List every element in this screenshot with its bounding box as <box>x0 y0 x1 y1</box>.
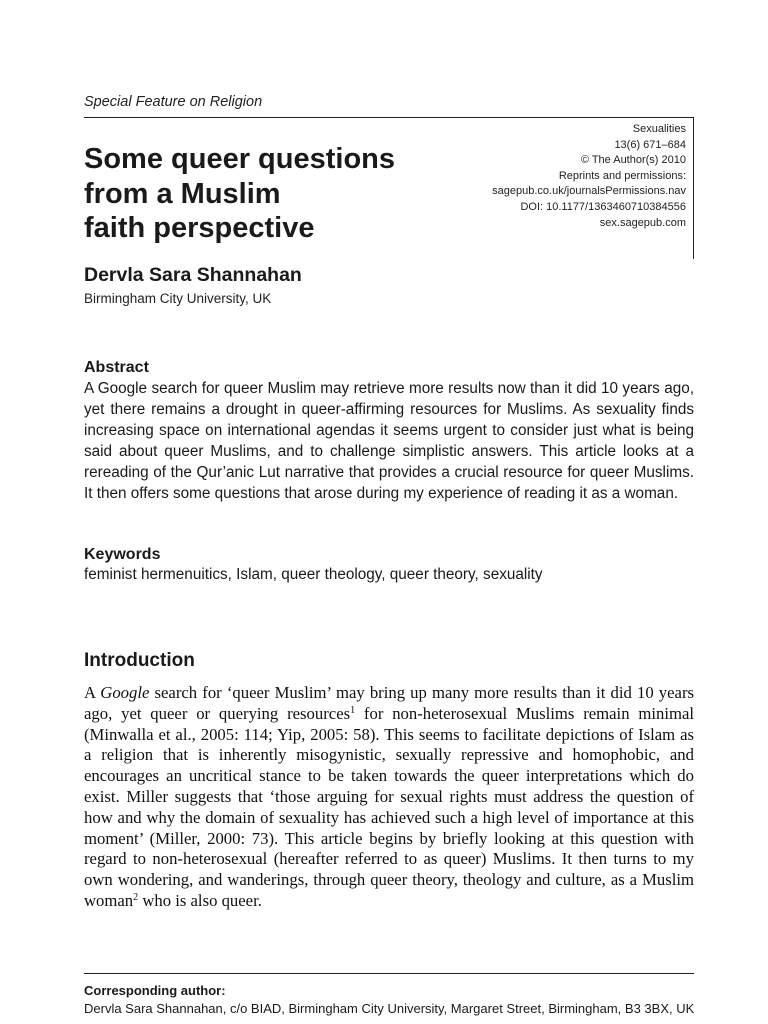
intro-text-segment: A <box>84 683 101 702</box>
journal-meta <box>492 122 686 231</box>
footnote-marker-1[interactable]: 1 <box>350 704 356 716</box>
google-emphasis: Google <box>100 683 150 702</box>
title-line: from a Muslim <box>84 177 281 210</box>
corresponding-author-address: Dervla Sara Shannahan, c/o BIAD, Birmingham City University, Margaret Street, Birmingham, B3 3BX, UK <box>84 1001 695 1016</box>
abstract-body: A Google search for queer Muslim may retrieve more results now than it did 10 years ago, yet there remains a drought in queer-affirming resources for Muslims. As sexuality finds increasing space on international agendas it seems urgent to consider just what is being said about queer Muslims, and to challenge simplistic answers. This article looks at a rereading of the Qur’anic Lut narrative that provides a crucial resource for queer Muslims. It then offers some questions that arose during my experience of reading it as a woman. <box>84 380 694 502</box>
footnote-marker-2[interactable]: 2 <box>133 891 139 903</box>
intro-text-segment: for non-heterosexual Muslims remain minimal (Minwalla et al., 2005: 114; Yip, 2005: 58). This seems to facilitate depictions of Islam as a religion that is inherently misogynistic, sexually repressive and homophobic, and encourages an uncritical stance to be taken towards the queer interpretations which do exist. Miller suggests that ‘those arguing for sexual rights must address the question of how and why the domain of sexuality has achieved such a high level of importance at this moment’ (Miller, 2000: 73). This article begins by briefly looking at this question with regard to non-heterosexual (hereafter referred to as queer) Muslims. It then turns to my own wondering, and wanderings, through queer theory, theology and culture, as a Muslim woman <box>84 703 694 910</box>
feature-label: Special Feature on Religion <box>84 94 263 110</box>
title-line: Some queer questions <box>84 143 396 175</box>
keywords-heading: Keywords <box>84 546 161 563</box>
footer-rule <box>84 973 694 974</box>
doi-link[interactable]: DOI: 10.1177/1363460710384556 <box>520 200 686 213</box>
keywords-list: feminist hermenuitics, Islam, queer theology, queer theory, sexuality <box>84 566 543 583</box>
intro-text-segment: who is also queer. <box>138 890 262 910</box>
abstract-heading: Abstract <box>84 359 149 376</box>
header-rule <box>84 117 694 118</box>
author-name: Dervla Sara Shannahan <box>84 264 302 286</box>
permissions-link[interactable]: sagepub.co.uk/journalsPermissions.nav <box>492 185 686 198</box>
introduction-body <box>84 683 694 912</box>
corresponding-author-label: Corresponding author: <box>84 983 226 998</box>
introduction-heading: Introduction <box>84 650 195 671</box>
intro-text-segment: search for ‘queer Muslim’ may bring up many more results than it did 10 years ago, yet queer or querying resources <box>84 683 694 723</box>
meta-divider <box>693 117 694 259</box>
reprints-label: Reprints and permissions: <box>558 169 686 182</box>
article-title <box>84 142 444 246</box>
author-affiliation: Birmingham City University, UK <box>84 291 272 306</box>
journal-volume: 13(6) 671–684 <box>614 138 686 151</box>
journal-name: Sexualities <box>632 123 686 135</box>
title-line: faith perspective <box>84 212 315 244</box>
journal-website-link[interactable]: sex.sagepub.com <box>599 216 686 229</box>
copyright-notice: © The Author(s) 2010 <box>580 154 686 167</box>
